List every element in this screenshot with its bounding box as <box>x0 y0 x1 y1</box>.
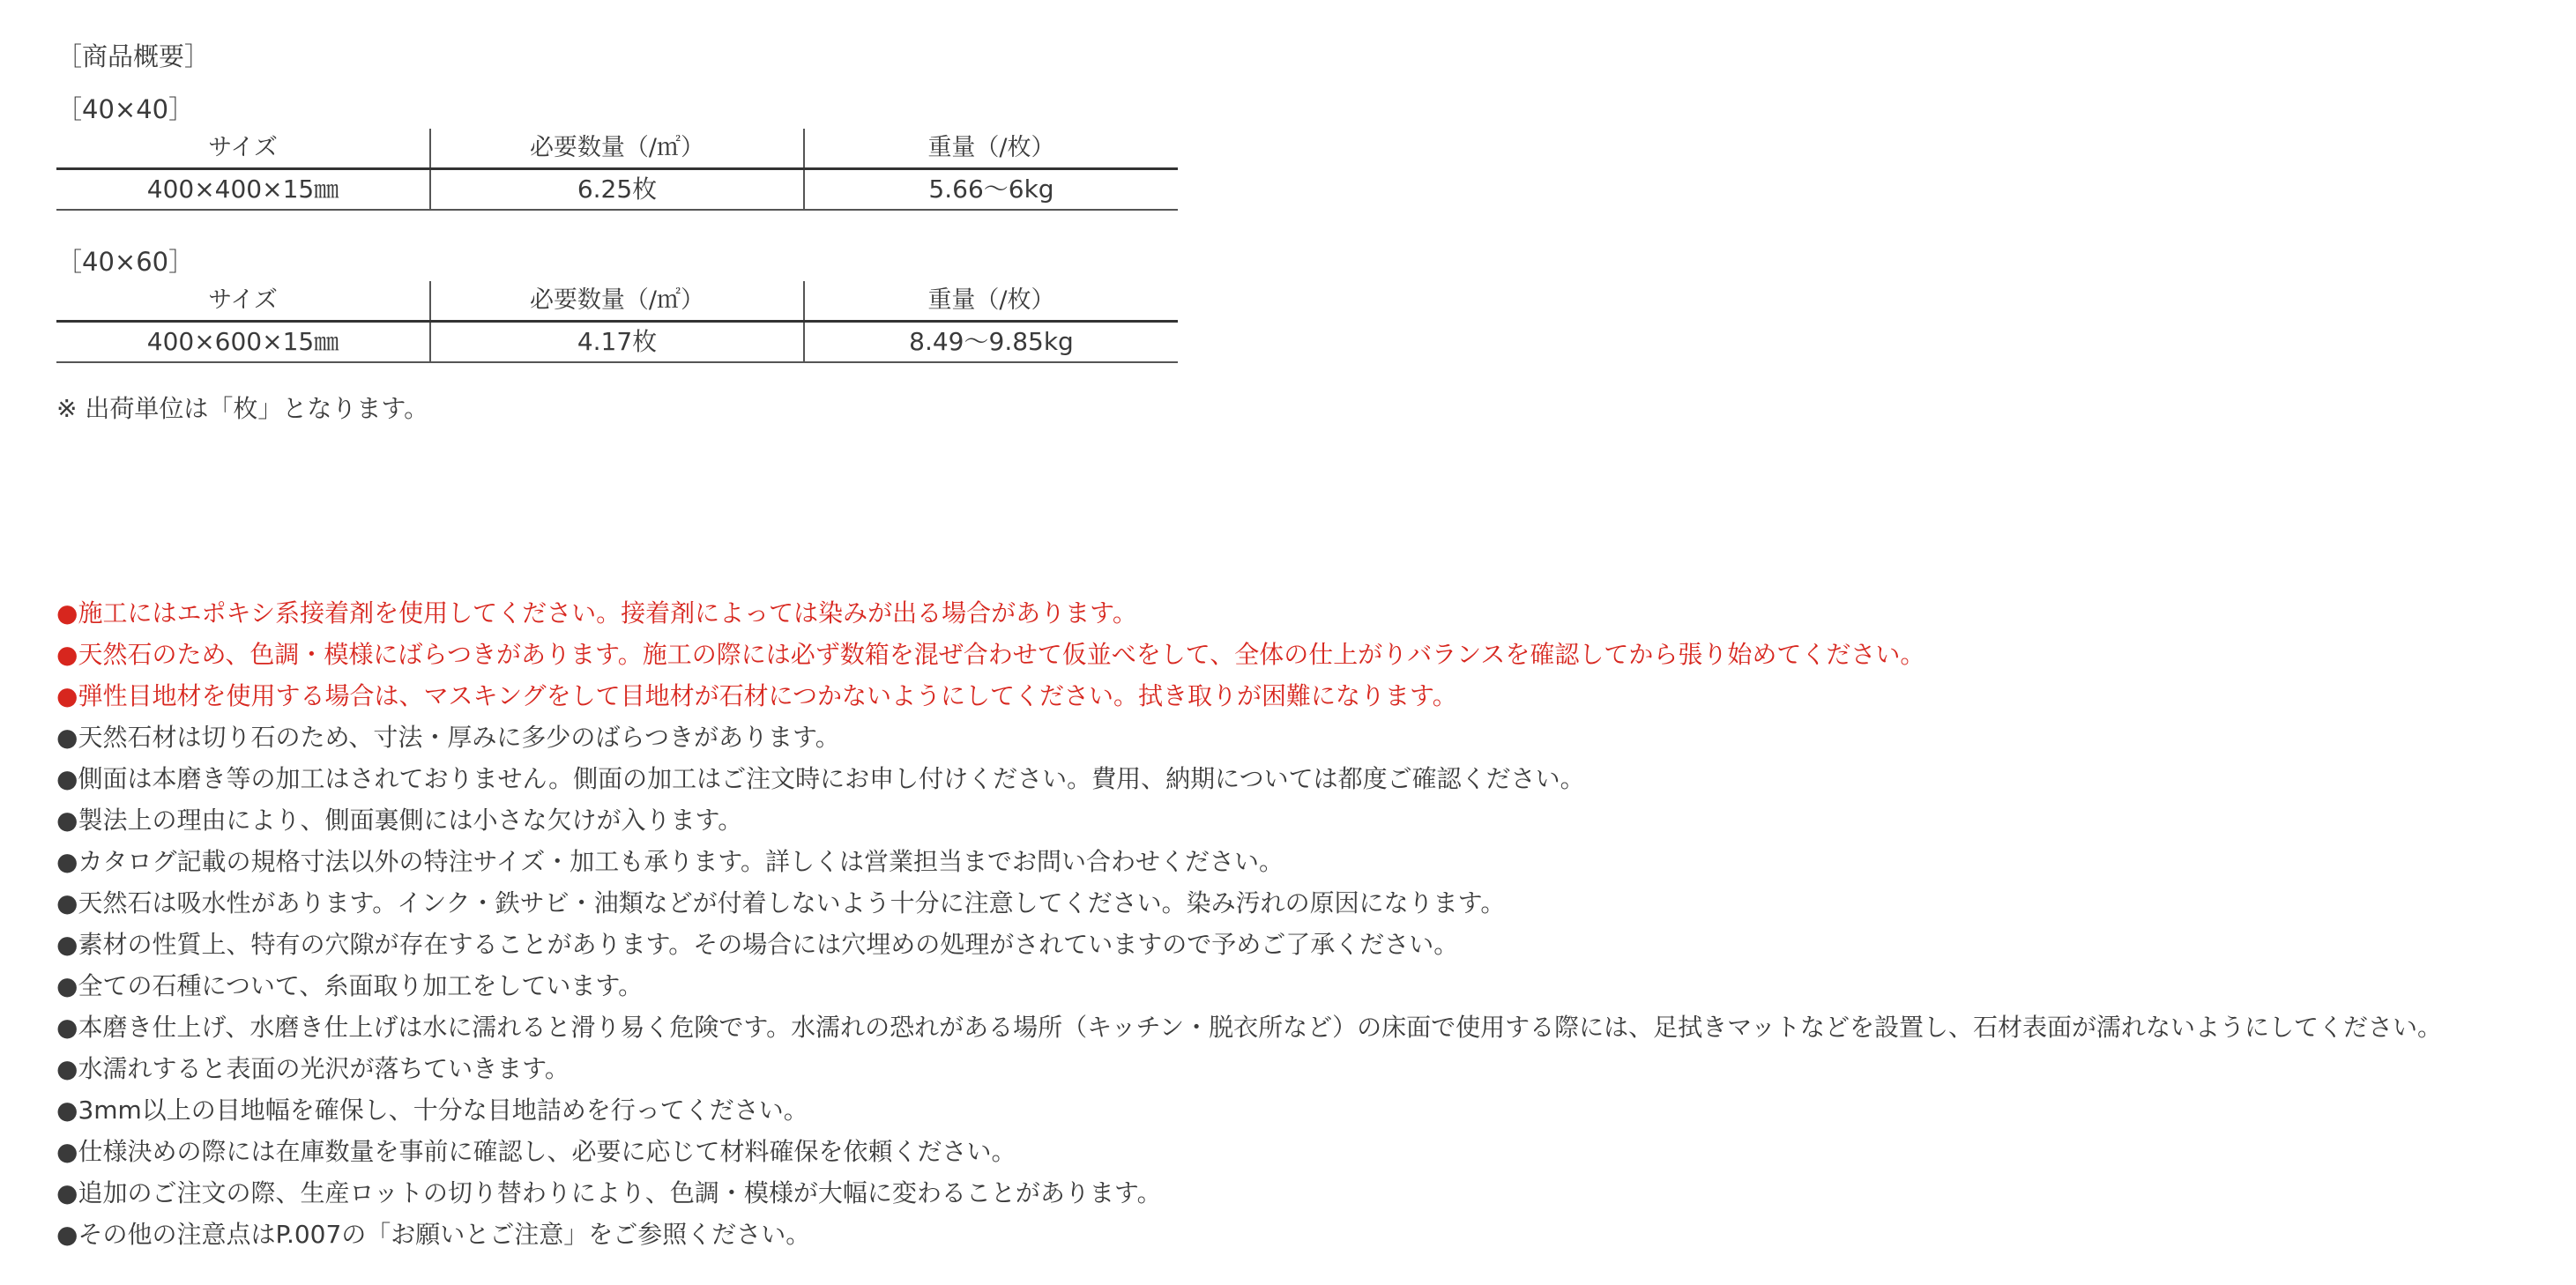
spec-table-40x60 <box>56 281 1178 363</box>
cell-size: 400×400×15㎜ <box>56 169 430 211</box>
note-text: 天然石材は切り石のため、寸法・厚みに多少のばらつきがあります。 <box>78 723 840 752</box>
note-text: 素材の性質上、特有の穴隙が存在することがあります。その場合には穴埋めの処理がされていますので予めご了承ください。 <box>78 930 1459 959</box>
note-text: 水濡れすると表面の光沢が落ちていきます。 <box>78 1054 570 1083</box>
list-item <box>56 1172 2442 1214</box>
list-item <box>56 1006 2442 1048</box>
note-text: その他の注意点はP.007の「お願いとご注意」をご参照ください。 <box>78 1220 811 1249</box>
list-item <box>56 758 2442 799</box>
note-text: 天然石のため、色調・模様にばらつきがあります。施工の際には必ず数箱を混ぜ合わせて仮並べをして、全体の仕上がりバランスを確認してから張り始めてください。 <box>78 640 1925 669</box>
note-text: 天然石は吸水性があります。インク・鉄サビ・油類などが付着しないよう十分に注意してください。染み汚れの原因になります。 <box>78 888 1506 917</box>
bullet-icon: ● <box>56 640 78 669</box>
note-text: 全ての石種について、糸面取り加工をしています。 <box>78 971 644 1000</box>
bullet-icon: ● <box>56 971 78 1000</box>
shipping-unit-note: ※ 出荷単位は「枚」となります。 <box>56 394 429 423</box>
list-item <box>56 1131 2442 1172</box>
header-weight: 重量（/枚） <box>804 129 1178 169</box>
bullet-icon: ● <box>56 1220 78 1249</box>
table-header-row <box>56 281 1178 322</box>
bullet-icon: ● <box>56 1178 78 1207</box>
list-item <box>56 592 2442 634</box>
bullet-icon: ● <box>56 847 78 876</box>
cell-required-qty: 6.25枚 <box>430 169 804 211</box>
bullet-icon: ● <box>56 764 78 793</box>
list-item <box>56 717 2442 758</box>
table-row <box>56 322 1178 363</box>
cell-weight: 5.66～6kg <box>804 169 1178 211</box>
caution-notes-list <box>56 592 2442 1255</box>
overview-title: ［商品概要］ <box>56 41 211 71</box>
cell-weight: 8.49～9.85kg <box>804 322 1178 363</box>
header-weight: 重量（/枚） <box>804 281 1178 322</box>
note-text: 製法上の理由により、側面裏側には小さな欠けが入ります。 <box>78 806 743 835</box>
list-item <box>56 675 2442 717</box>
bullet-icon: ● <box>56 723 78 752</box>
header-size: サイズ <box>56 281 430 322</box>
list-item <box>56 882 2442 924</box>
bullet-icon: ● <box>56 1137 78 1166</box>
note-text: 側面は本磨き等の加工はされておりません。側面の加工はご注文時にお申し付けください。費用、納期については都度ご確認ください。 <box>78 764 1585 793</box>
header-size: サイズ <box>56 129 430 169</box>
list-item <box>56 924 2442 965</box>
product-spec-page <box>56 39 2560 1249</box>
note-text: 追加のご注文の際、生産ロットの切り替わりにより、色調・模様が大幅に変わることがあります。 <box>78 1178 1162 1207</box>
bullet-icon: ● <box>56 598 78 628</box>
bullet-icon: ● <box>56 888 78 917</box>
note-text: 仕様決めの際には在庫数量を事前に確認し、必要に応じて材料確保を依頼ください。 <box>78 1137 1016 1166</box>
header-required-qty: 必要数量（/㎡） <box>430 129 804 169</box>
bullet-icon: ● <box>56 1054 78 1083</box>
note-text: カタログ記載の規格寸法以外の特注サイズ・加工も承ります。詳しくは営業担当までお問い合わせください。 <box>78 847 1284 876</box>
spec-title-40x40: ［40×40］ <box>56 94 195 124</box>
bullet-icon: ● <box>56 806 78 835</box>
table-row <box>56 169 1178 211</box>
cell-required-qty: 4.17枚 <box>430 322 804 363</box>
header-required-qty: 必要数量（/㎡） <box>430 281 804 322</box>
bullet-icon: ● <box>56 1013 78 1042</box>
bullet-icon: ● <box>56 1096 78 1125</box>
list-item <box>56 634 2442 675</box>
note-text: 3mm以上の目地幅を確保し、十分な目地詰めを行ってください。 <box>78 1096 808 1125</box>
list-item <box>56 1048 2442 1089</box>
list-item <box>56 1089 2442 1131</box>
note-text: 本磨き仕上げ、水磨き仕上げは水に濡れると滑り易く危険です。水濡れの恐れがある場所（キッチン・脱衣所など）の床面で使用する際には、足拭きマットなどを設置し、石材表面が濡れないようにしてください。 <box>78 1013 2443 1042</box>
note-text: 施工にはエポキシ系接着剤を使用してください。接着剤によっては染みが出る場合があります。 <box>78 598 1137 628</box>
bullet-icon: ● <box>56 930 78 959</box>
note-text: 弾性目地材を使用する場合は、マスキングをして目地材が石材につかないようにしてください。拭き取りが困難になります。 <box>78 681 1457 710</box>
list-item <box>56 841 2442 882</box>
list-item <box>56 799 2442 841</box>
list-item <box>56 965 2442 1006</box>
cell-size: 400×600×15㎜ <box>56 322 430 363</box>
spec-table-40x40 <box>56 129 1178 211</box>
list-item <box>56 1214 2442 1255</box>
bullet-icon: ● <box>56 681 78 710</box>
table-header-row <box>56 129 1178 169</box>
spec-title-40x60: ［40×60］ <box>56 247 195 277</box>
